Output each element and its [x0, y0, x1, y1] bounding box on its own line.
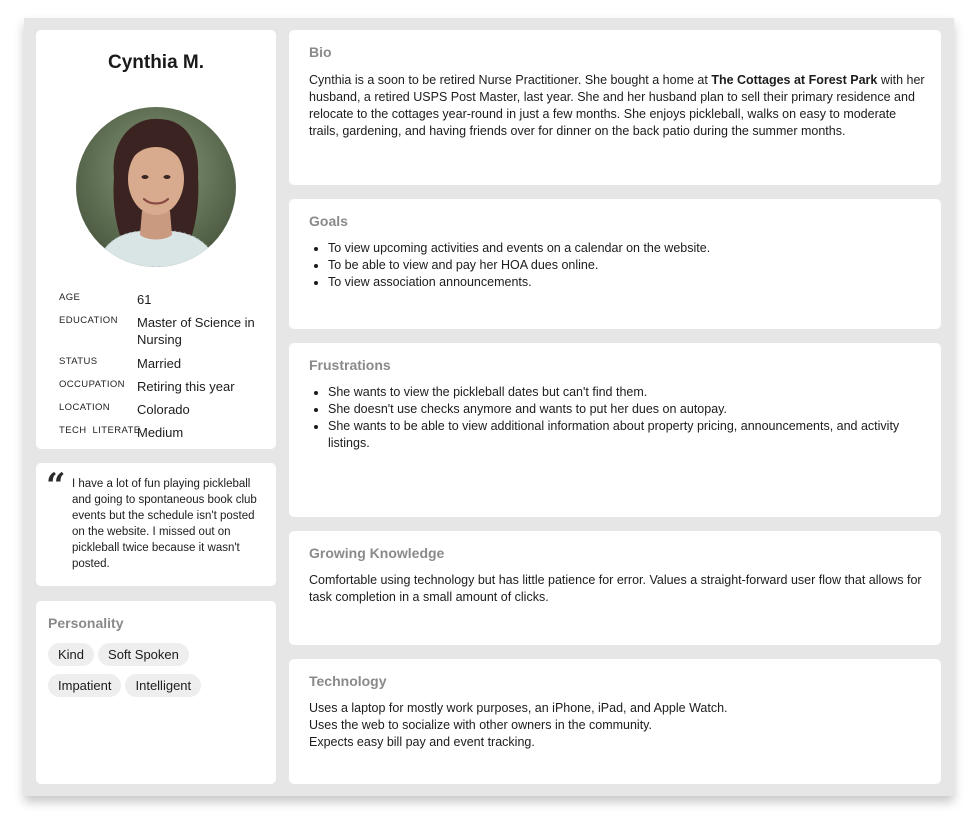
goals-list: [309, 240, 927, 291]
personality-card: [36, 601, 276, 784]
attribute-value: Colorado: [137, 402, 190, 417]
goals-card: [289, 199, 941, 329]
bio-text-part: Cynthia is a soon to be retired Nurse Practitioner. She bought a home at: [309, 73, 712, 87]
list-item: • She doesn't use checks anymore and wants to put her dues on autopay.: [328, 401, 927, 418]
technology-text: [309, 700, 927, 751]
persona-board: [24, 18, 954, 796]
section-title: Technology: [309, 673, 387, 689]
profile-card: [36, 30, 276, 449]
attribute-value: Master of Science in Nursing: [137, 315, 255, 347]
knowledge-card: [289, 531, 941, 645]
bio-text: [309, 72, 927, 140]
bio-highlight: The Cottages at Forest Park: [711, 73, 878, 87]
avatar: [76, 107, 236, 267]
attribute-label: EDUCATION: [59, 315, 118, 326]
section-title: Growing Knowledge: [309, 545, 445, 561]
list-item: • She wants to view the pickleball dates but can't find them.: [328, 384, 927, 401]
attribute-label: TECH LITERATE: [59, 425, 141, 436]
attribute-value: Medium: [137, 425, 184, 440]
attribute-label: OCCUPATION: [59, 379, 125, 390]
bio-text-part: with her husband, a retired USPS Post Master, last year. She and her husband plan to sell their primary residence and relocate to the cottages year-round in just a few months. She enjoys pickleball, walks on easy to moderate trails, gardening, and having friends over for dinner on the back patio during the summer months.: [309, 73, 925, 138]
attribute-label: STATUS: [59, 356, 98, 367]
bio-card: [289, 30, 941, 185]
quote-text: I have a lot of fun playing pickleball and going to spontaneous book club events but the schedule isn't posted on the website. I missed out on pickleball twice because it wasn't posted.: [72, 478, 257, 570]
portrait-image: [76, 107, 236, 267]
knowledge-text: [309, 572, 927, 606]
section-title: Frustrations: [309, 357, 391, 373]
attribute-label: AGE: [59, 292, 81, 303]
list-item: • To be able to view and pay her HOA dues online.: [328, 257, 927, 274]
technology-line: Uses a laptop for mostly work purposes, an iPhone, iPad, and Apple Watch.: [309, 701, 728, 715]
quote-card: [36, 463, 276, 586]
technology-line: Expects easy bill pay and event tracking.: [309, 735, 535, 749]
frustrations-list: [309, 384, 927, 452]
frustrations-card: [289, 343, 941, 517]
trait-chip: Kind: [48, 643, 94, 666]
quote-icon: “: [46, 466, 66, 506]
attribute-label: LOCATION: [59, 402, 111, 413]
trait-chip: Intelligent: [125, 674, 201, 697]
persona-name: Cynthia M.: [107, 52, 205, 73]
list-item: • To view upcoming activities and events on a calendar on the website.: [328, 240, 927, 257]
trait-chip: Soft Spoken: [98, 643, 189, 666]
technology-line: Uses the web to socialize with other owners in the community.: [309, 718, 652, 732]
attribute-value: Retiring this year: [137, 379, 235, 394]
knowledge-paragraph: Comfortable using technology but has little patience for error. Values a straight-forward user flow that allows for task completion in a small amount of clicks.: [309, 573, 922, 604]
personality-traits: [48, 643, 268, 705]
section-title: Goals: [309, 213, 348, 229]
personality-title: Personality: [48, 615, 124, 631]
list-item: • She wants to be able to view additional information about property pricing, announcements, and activity listings.: [328, 418, 927, 452]
section-title: Bio: [309, 44, 332, 60]
attribute-value: 61: [137, 292, 152, 307]
list-item: • To view association announcements.: [328, 274, 927, 291]
technology-card: [289, 659, 941, 784]
trait-chip: Impatient: [48, 674, 121, 697]
attribute-value: Married: [137, 356, 182, 371]
